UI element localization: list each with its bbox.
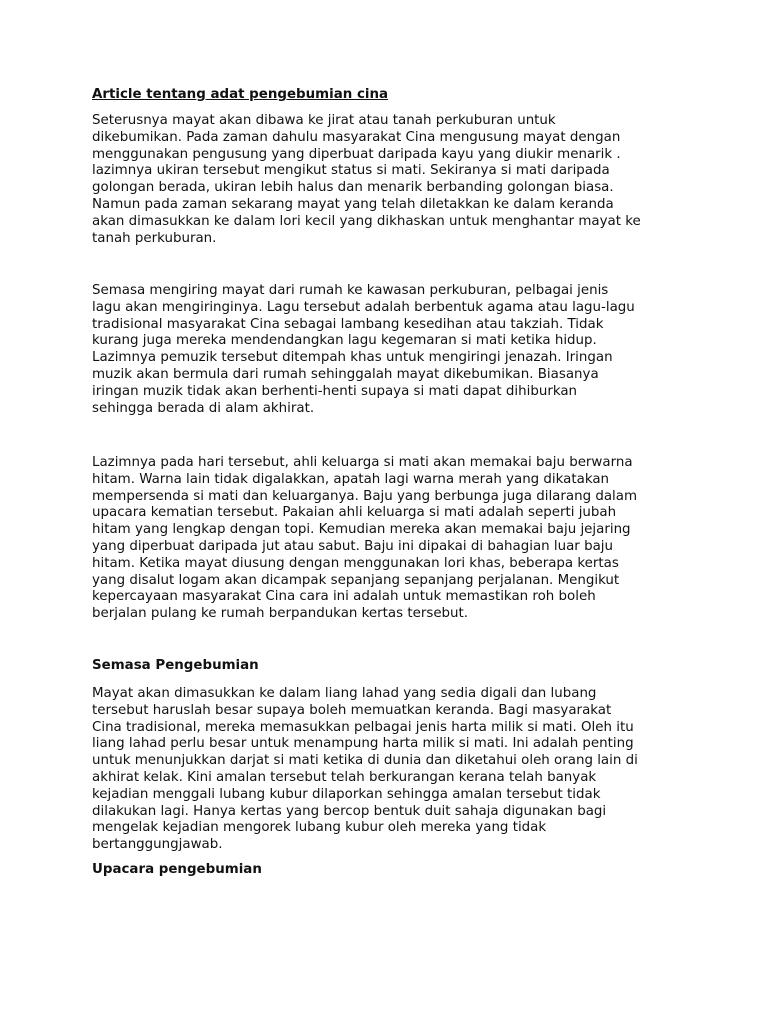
paragraph-4: Mayat akan dimasukkan ke dalam liang lahad yang sedia digali dan lubang tersebut haruslah besar supaya boleh memuatkan keranda. Bagi masyarakat Cina tradisional, mereka memasukkan pelbagai jenis harta milik si mati. Oleh itu liang lahad perlu besar untuk menampung harta milik si mati. Ini adalah penting untuk menunjukkan darjat si mati ketika di dunia dan diketahui oleh orang lain di akhirat kelak. Kini amalan tersebut telah berkurangan kerana telah banyak kejadian menggali lubang kubur dilaporkan sehingga amalan tersebut tidak dilakukan lagi. Hanya kertas yang bercop bentuk duit sahaja digunakan bagi mengelak kejadian mengorek lubang kubur oleh mereka yang tidak bertanggungjawab.: [92, 686, 638, 853]
section-heading-semasa-pengebumian: Semasa Pengebumian: [92, 658, 259, 673]
paragraph-3: Lazimnya pada hari tersebut, ahli keluarga si mati akan memakai baju berwarna hitam. Warna lain tidak digalakkan, apatah lagi warna merah yang dikatakan mempersenda si mati dan keluarganya. Baju yang berbunga juga dilarang dalam upacara kematian tersebut. Pakaian ahli keluarga si mati adalah seperti jubah hitam yang lengkap dengan topi. Kemudian mereka akan memakai baju jejaring yang diperbuat daripada jut atau sabut. Baju ini dipakai di bahagian luar baju hitam. Ketika mayat diusung dengan menggunakan lori khas, beberapa kertas yang disalut logam akan dicampak sepanjang sepanjang perjalanan. Mengikut kepercayaan masyarakat Cina cara ini adalah untuk memastikan roh boleh berjalan pulang ke rumah berpandukan kertas tersebut.: [92, 455, 638, 622]
document-title: Article tentang adat pengebumian cina: [92, 87, 389, 102]
section-heading-upacara-pengebumian: Upacara pengebumian: [92, 862, 262, 877]
paragraph-2: Semasa mengiring mayat dari rumah ke kawasan perkuburan, pelbagai jenis lagu akan mengiringinya. Lagu tersebut adalah berbentuk agama atau lagu-lagu tradisional masyarakat Cina sebagai lambang kesedihan atau takziah. Tidak kurang juga mereka mendendangkan lagu kegemaran si mati ketika hidup. Lazimnya pemuzik tersebut ditempah khas untuk mengiringi jenazah. Iringan muzik akan bermula dari rumah sehinggalah mayat dikebumikan. Biasanya iringan muzik tidak akan berhenti-henti supaya si mati dapat dihiburkan sehingga berada di alam akhirat.: [92, 283, 635, 416]
paragraph-1: Seterusnya mayat akan dibawa ke jirat atau tanah perkuburan untuk dikebumikan. Pada zaman dahulu masyarakat Cina mengusung mayat dengan menggunakan pengusung yang diperbuat daripada kayu yang diukir menarik . lazimnya ukiran tersebut mengikut status si mati. Sekiranya si mati daripada golongan berada, ukiran lebih halus dan menarik berbanding golongan biasa. Namun pada zaman sekarang mayat yang telah diletakkan ke dalam keranda akan dimasukkan ke dalam lori kecil yang dikhaskan untuk menghantar mayat ke tanah perkuburan.: [92, 113, 641, 246]
